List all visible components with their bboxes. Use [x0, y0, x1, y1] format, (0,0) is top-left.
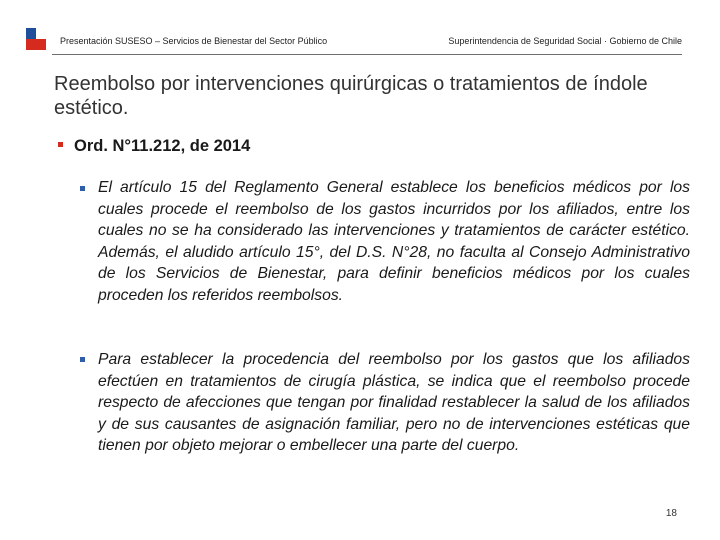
flag-white-square	[36, 28, 46, 39]
slide-title: Reembolso por intervenciones quirúrgicas o tratamientos de índole estético.	[54, 73, 648, 119]
square-bullet-icon	[80, 357, 85, 362]
paragraph-item: El artículo 15 del Reglamento General establece los beneficios médicos por los cuales procede el reembolso de los gastos incurridos por los afiliados, entre los cuales no se ha considerado las intervenciones y tratamientos de carácter estético. Además, el aludido artículo 15°, del D.S. N°28, no faculta al Consejo Administrativo de los Servicios de Bienestar, para definir beneficios médicos por los cuales proceden los referidos reembolsos.	[98, 179, 690, 304]
heading-bullet-item	[58, 137, 250, 156]
page-number: 18	[665, 508, 677, 519]
paragraph-item: Para establecer la procedencia del reembolso por los gastos que los afiliados efectúen en tratamientos de cirugía plástica, se indica que el reembolso procede respecto de afecciones que tengan por finalidad restablecer la salud de los afiliados y de sus causantes de asignación familiar, pero no de intervenciones estéticas que tienen por objeto mejorar o embellecer una parte del cuerpo.	[98, 351, 690, 455]
heading-text: Ord. N°11.212, de 2014	[74, 137, 251, 155]
header-presentation-title: Presentación SUSESO – Servicios de Bienestar del Sector Público	[60, 36, 328, 46]
square-bullet-icon	[80, 186, 85, 191]
flag-red-band	[26, 39, 46, 50]
header-organization: Superintendencia de Seguridad Social · Gobierno de Chile	[448, 36, 682, 46]
chile-flag-logo	[26, 28, 46, 50]
square-bullet-icon	[58, 142, 63, 147]
header-divider	[52, 54, 682, 55]
flag-blue-square	[26, 28, 36, 39]
